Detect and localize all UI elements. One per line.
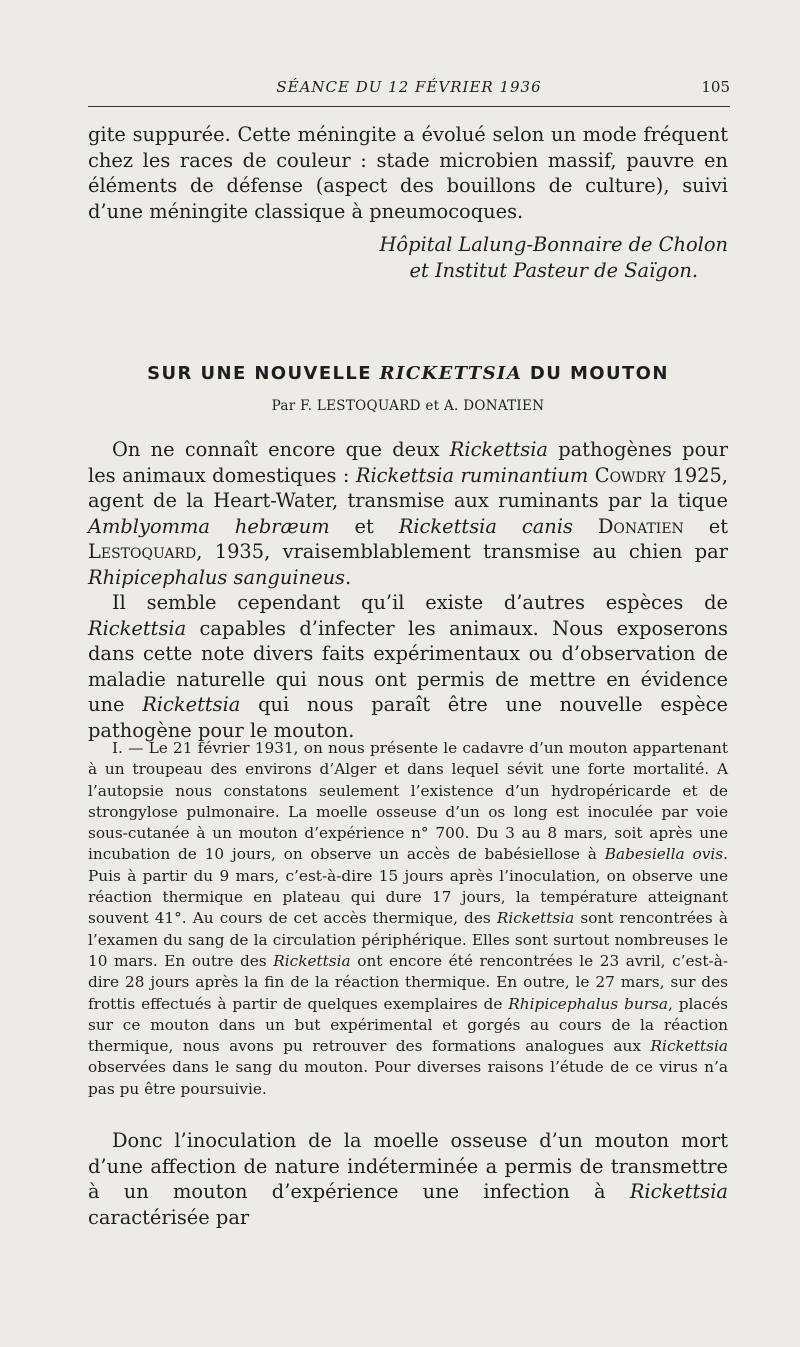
text-run: Donc l’inoculation de la moelle osseuse d’un mouton mort d’une affection de nature indéterminée a permis de transmettre à un mouton d’expérience une infection à bbox=[88, 1129, 728, 1203]
genus-name: Rickettsia bbox=[273, 951, 351, 970]
paragraph-conclusion bbox=[88, 1128, 728, 1230]
paragraph-intro bbox=[88, 437, 728, 590]
author-name: Donatien bbox=[597, 514, 684, 538]
running-head: SÉANCE DU 12 FÉVRIER 1936 bbox=[276, 78, 542, 96]
genus-name: Rickettsia bbox=[449, 438, 548, 461]
article-body bbox=[88, 437, 728, 743]
text-run: et bbox=[683, 514, 728, 538]
case-observation-i bbox=[88, 738, 728, 1100]
continuation-block bbox=[88, 122, 728, 224]
text-run: 1925, agent de la Heart-Water, transmise aux ruminants par la tique bbox=[88, 463, 728, 512]
text-run: capables d’infecter les animaux. Nous exposerons dans cette note divers faits expérimentaux ou d’observation de maladie naturelle qui nous ont permis de mettre en évidence une bbox=[88, 616, 728, 716]
text-run: caractérisée par bbox=[88, 1205, 250, 1229]
text-run: I. — Le 21 février 1931, on nous présente le cadavre d’un mouton appartenant à un troupeau des environs d’Alger et dans lequel sévit une forte mortalité. A l’autopsie nous constatons seulement l’existence d’un hydropéricarde et de strongylose pulmonaire. La moelle osseuse d’un os long est inoculée par voie sous-cutanée à un mouton d’expérience n° 700. Du 3 au 8 mars, soit après une incubation de 10 jours, on observe un accès de babésiellose à bbox=[88, 739, 728, 864]
title-part-2: DU MOUTON bbox=[522, 363, 669, 384]
text-run: . bbox=[345, 565, 352, 589]
genus-name: Rickettsia bbox=[496, 909, 575, 928]
author-name: Cowdry bbox=[594, 463, 667, 487]
conclusion-block bbox=[88, 1128, 728, 1230]
page-header bbox=[88, 78, 730, 100]
text-run: , placés sur ce mouton dans un but expérimental et gorgés au cours de la réaction thermique, nous avons pu retrouver des formations analogues aux bbox=[88, 994, 729, 1056]
genus-name: Rickettsia bbox=[629, 1180, 728, 1203]
title-genus: RICKETTSIA bbox=[379, 363, 523, 384]
text-run: et bbox=[329, 514, 399, 538]
species-name: Amblyomma hebræum bbox=[88, 514, 330, 538]
author-name: Lestoquard bbox=[88, 540, 197, 563]
affiliation-line-1: Hôpital Lalung-Bonnaire de Cholon bbox=[379, 233, 728, 256]
case-paragraph bbox=[88, 738, 728, 1100]
affiliation-signature bbox=[300, 232, 728, 284]
text-run: Il semble cependant qu’il existe d’autres espèces de bbox=[112, 591, 728, 614]
text-run: sont rencontrées à l’examen du sang de la circulation périphérique. Elles sont surtout nombreuses le 10 mars. En outre des bbox=[88, 909, 728, 970]
text-run: ont encore été rencontrées le 23 avril, c’est-à-dire 28 jours après la fin de la réaction thermique. En outre, le 27 mars, sur des frottis effectués à partir de quelques exemplaires de bbox=[88, 951, 729, 1013]
species-name: Rhipicephalus sanguineus bbox=[88, 565, 346, 589]
species-name: Rickettsia ruminantium bbox=[355, 463, 589, 487]
byline: Par F. LESTOQUARD et A. DONATIEN bbox=[271, 398, 545, 414]
article-title bbox=[88, 363, 728, 384]
text-run: On ne connaît encore que deux bbox=[112, 438, 450, 461]
page-number: 105 bbox=[701, 78, 730, 96]
genus-name: Rickettsia bbox=[142, 693, 241, 716]
text-run: . Puis à partir du 9 mars, c’est-à-dire 15 jours après l’inoculation, on observe une réaction thermique en plateau qui dure 17 jours, la température atteignant souvent 41°. Au cours de cet accès thermique, des bbox=[88, 845, 728, 928]
text-run: pathogènes pour les animaux domestiques : bbox=[88, 438, 729, 487]
header-rule bbox=[88, 106, 730, 107]
text-run: observées dans le sang du mouton. Pour diverses raisons l’étude de ce virus n’a pas pu être poursuivie. bbox=[88, 1058, 728, 1098]
title-part-1: SUR UNE NOUVELLE bbox=[147, 363, 380, 384]
genus-name: Rickettsia bbox=[650, 1037, 728, 1056]
genus-name: Rickettsia bbox=[88, 616, 187, 640]
species-name: Babesiella ovis bbox=[604, 845, 724, 864]
paragraph-purpose bbox=[88, 590, 728, 743]
continuation-paragraph: gite suppurée. Cette méningite a évolué selon un mode fréquent chez les races de couleur : stade microbien massif, pauvre en éléments de défense (aspect des bouillons de culture), suivi d’une méningite classique à pneumocoques. bbox=[88, 123, 728, 223]
species-name: Rhipicephalus bursa bbox=[508, 994, 668, 1013]
text-run bbox=[573, 515, 598, 538]
text-run: qui nous paraît être une nouvelle espèce pathogène pour le mouton. bbox=[88, 693, 728, 742]
species-name: Rickettsia canis bbox=[398, 514, 573, 538]
affiliation-line-2: et Institut Pasteur de Saïgon. bbox=[409, 259, 698, 282]
text-run: , 1935, vraisemblablement transmise au chien par bbox=[196, 540, 728, 563]
